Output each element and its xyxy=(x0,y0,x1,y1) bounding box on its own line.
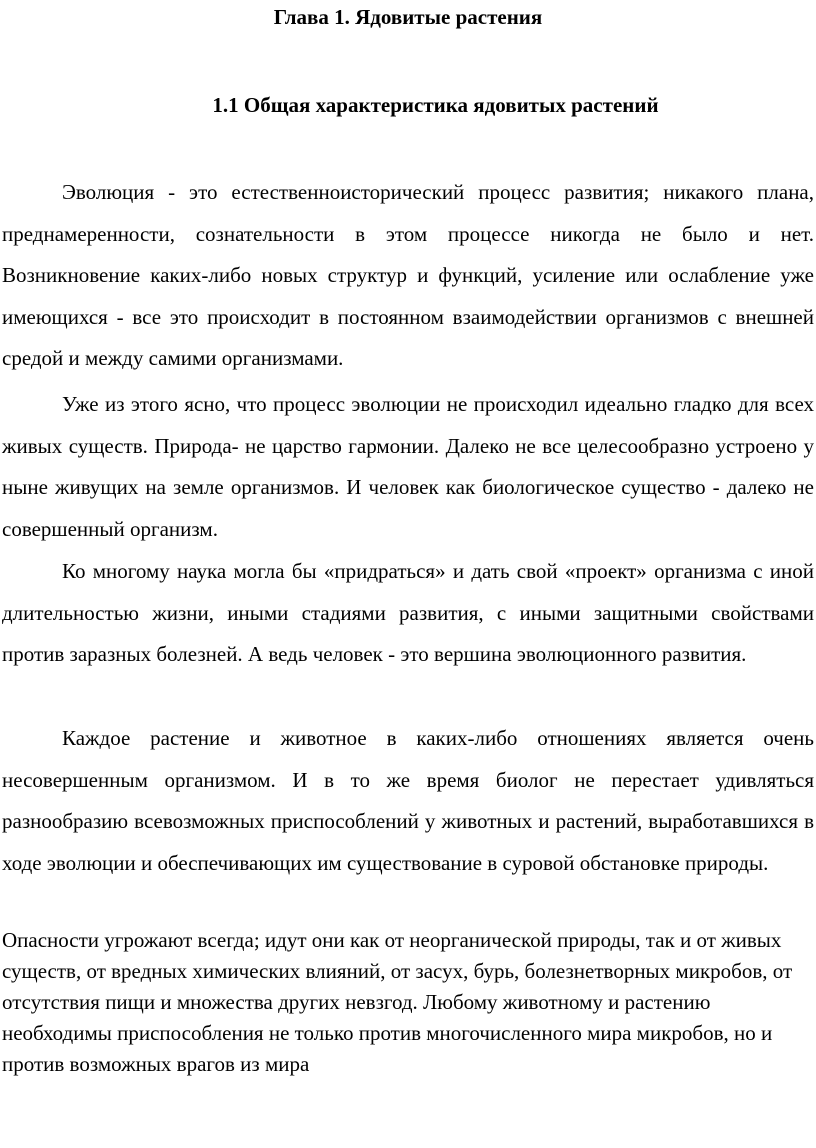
paragraph-science-project: Ко многому наука могла бы «придраться» и дать свой «проект» организма с иной длительностью жизни, иными стадиями развития, с иными защитными свойствами против заразных болезней. А ведь человек - это вершина эволюционного развития. xyxy=(2,559,814,666)
paragraph-adaptations: Каждое растение и животное в каких-либо отношениях является очень несовершенным организмом. И в то же время биолог не перестает удивляться разнообразию всевозможных приспособлений у животных и растений, выработавшихся в ходе эволюции и обеспечивающих им существование в суровой обстановке природы. xyxy=(2,726,814,875)
paragraph-dangers: Опасности угрожают всегда; идут они как от неорганической природы, так и от живых существ, от вредных химических влияний, от засух, бурь, болезнетворных микробов, от отсутствия пищи и множества других невзгод. Любому животному и растению необходимы приспособления не только против многочисленного мира микробов, но и против возможных врагов из мира xyxy=(2,928,793,1076)
section-title: 1.1 Общая характеристика ядовитых растений xyxy=(212,93,659,117)
chapter-title: Глава 1. Ядовитые растения xyxy=(273,5,543,29)
paragraph-evolution-imperfect: Уже из этого ясно, что процесс эволюции не происходил идеально гладко для всех живых существ. Природа- не царство гармонии. Далеко не все целесообразно устроено у ныне живущих на земле организмов. И человек как биологическое существо - далеко не совершенный организм. xyxy=(2,392,814,541)
paragraph-evolution: Эволюция - это естественноисторический процесс развития; никакого плана, преднамеренности, сознательности в этом процессе никогда не было и нет. Возникновение каких-либо новых структур и функций, усиление или ослабление уже имеющихся - все это происходит в постоянном взаимодействии организмов с внешней средой и между самими организмами. xyxy=(2,180,814,370)
